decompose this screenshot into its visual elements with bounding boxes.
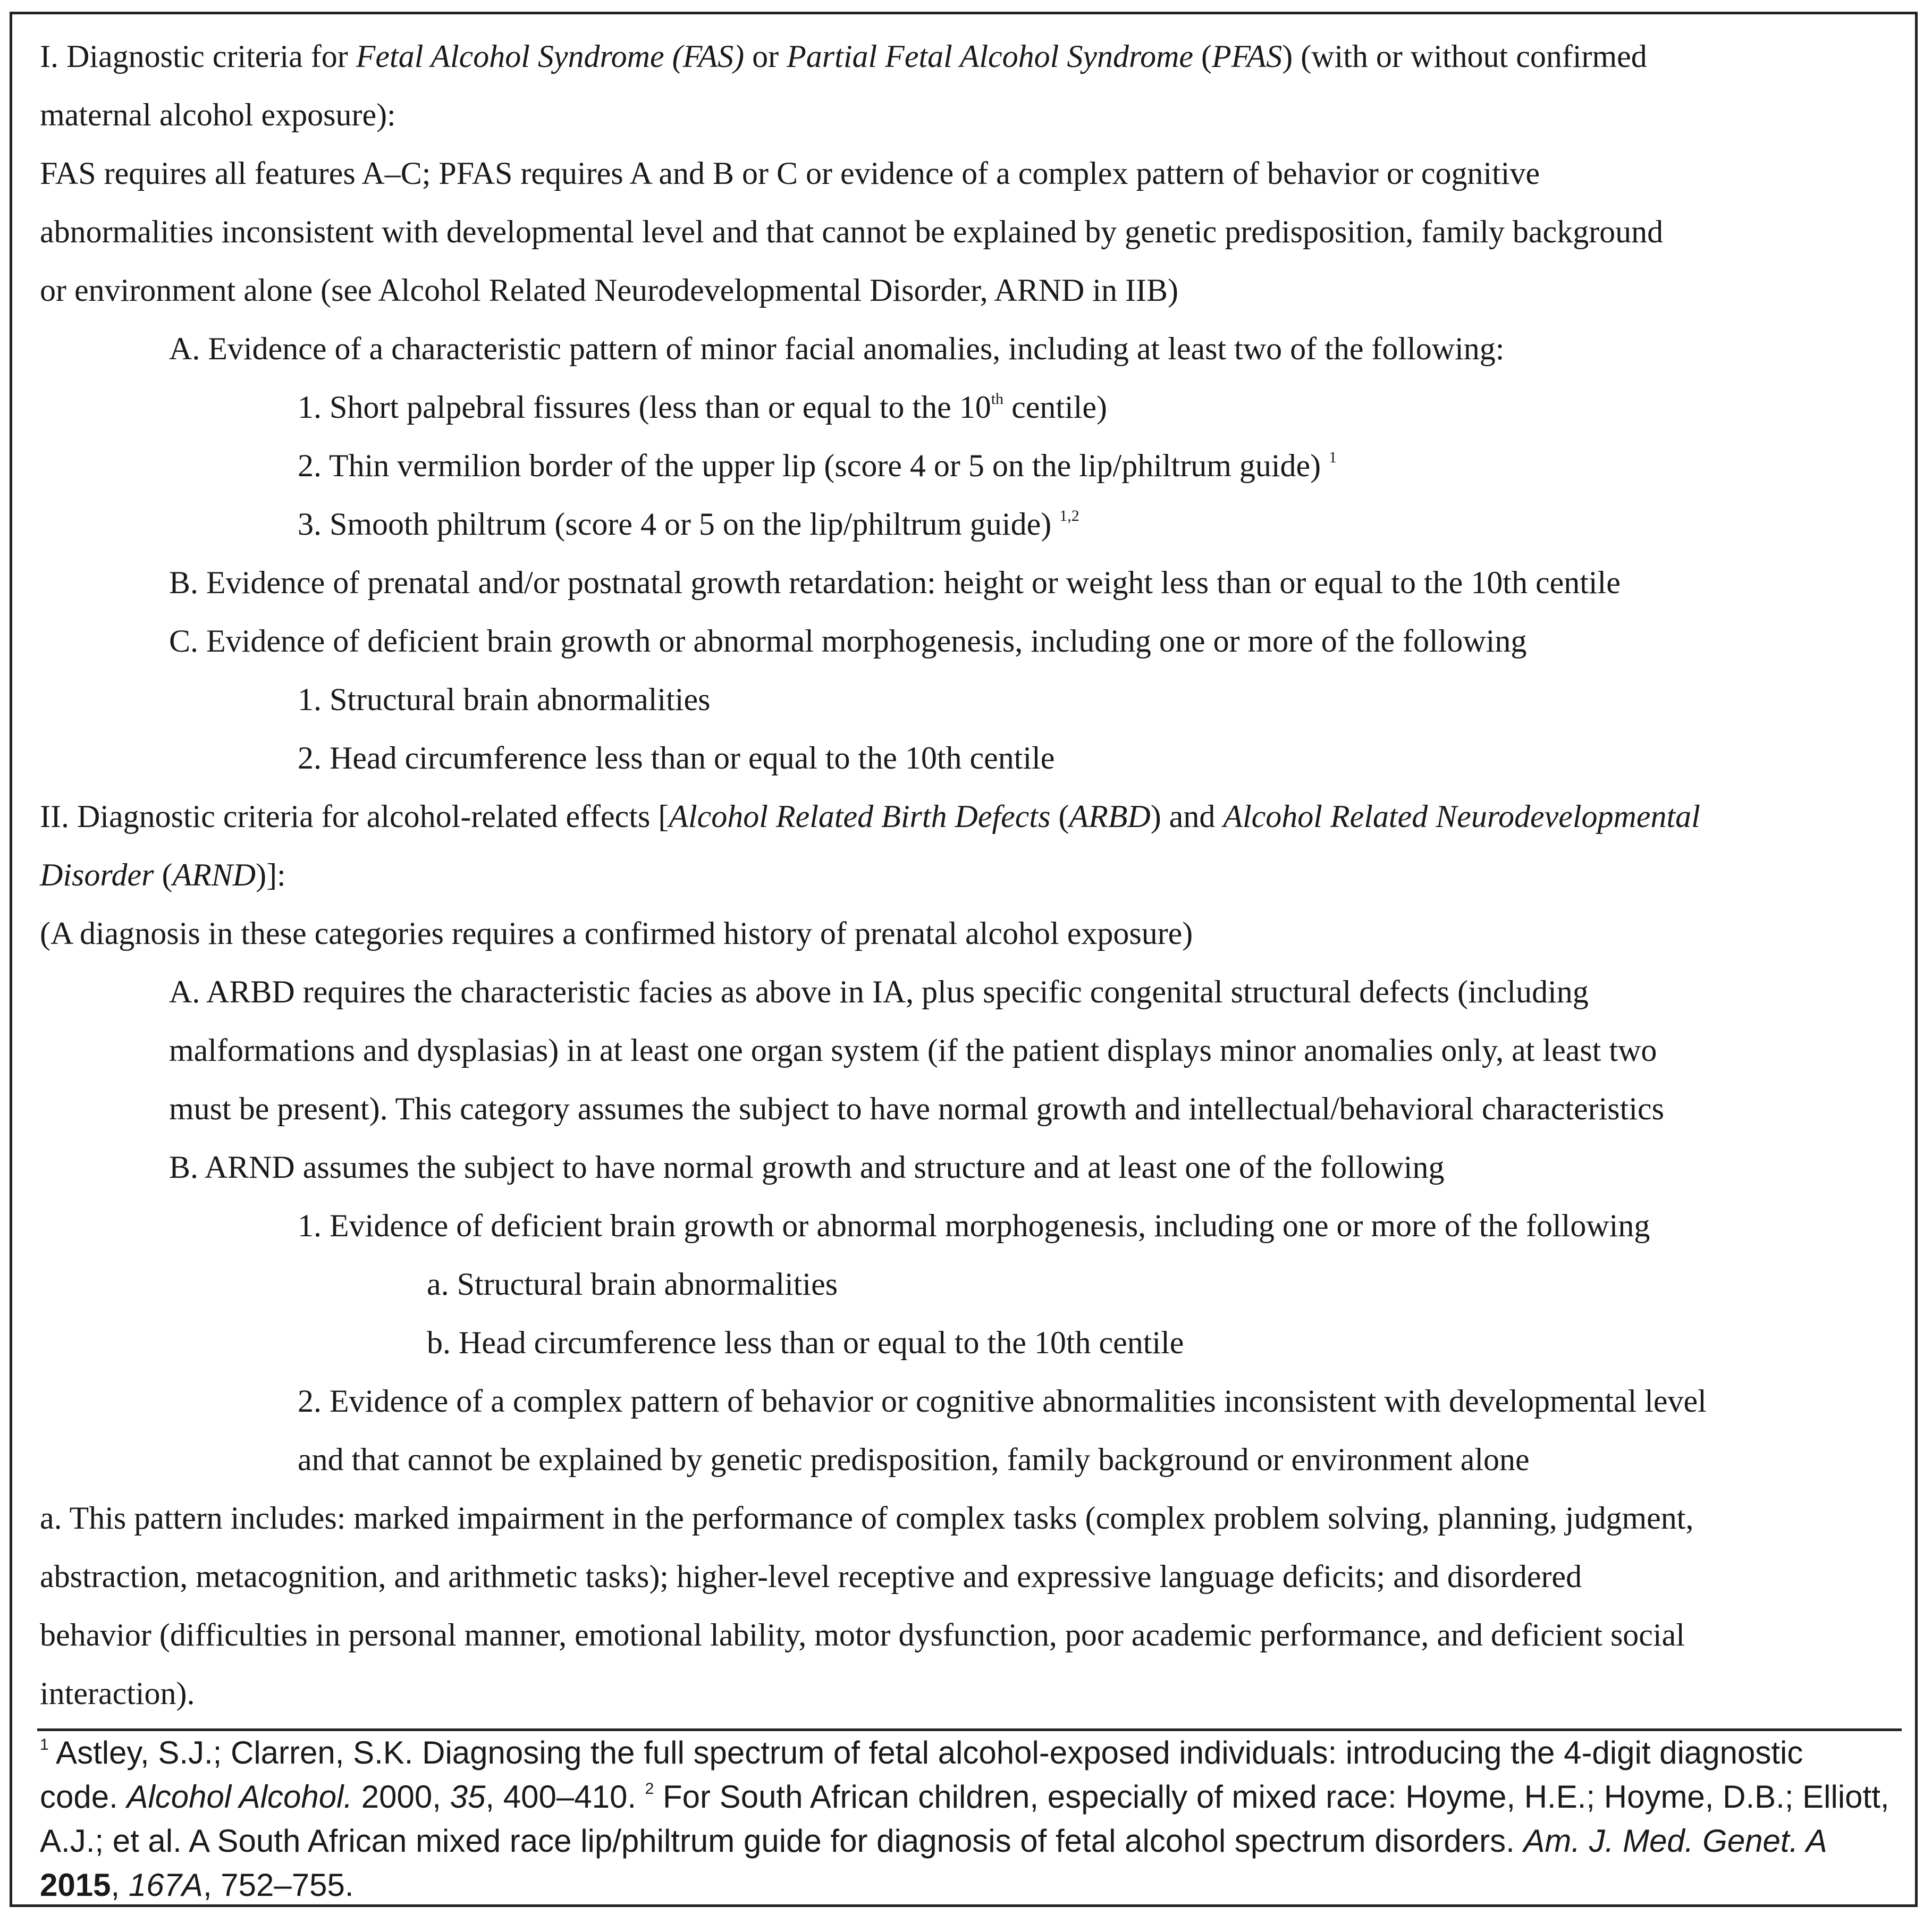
criteria-line: I. Diagnostic criteria for Fetal Alcohol Syndrome (FAS) or Partial Fetal Alcohol Syndrome (PFAS) (with or without confirmed [40, 39, 1647, 74]
criteria-line: abnormalities inconsistent with developmental level and that cannot be explained by genetic predisposition, family background [40, 214, 1664, 249]
criteria-line: must be present). This category assumes the subject to have normal growth and intellectual/behavioral characteristics [169, 1091, 1664, 1126]
criteria-line: interaction). [40, 1676, 195, 1711]
footnote-line: A.J.; et al. A South African mixed race lip/philtrum guide for diagnosis of fetal alcohol spectrum disorders. Am. J. Med. Genet. A [40, 1823, 1827, 1859]
criteria-line: b. Head circumference less than or equal to the 10th centile [427, 1325, 1184, 1360]
criteria-line: FAS requires all features A–C; PFAS requires A and B or C or evidence of a complex pattern of behavior or cognitive [40, 156, 1540, 191]
criteria-line: a. This pattern includes: marked impairment in the performance of complex tasks (complex problem solving, planning, judgment, [40, 1500, 1694, 1536]
criteria-line: Disorder (ARND)]: [40, 857, 286, 892]
criteria-line: and that cannot be explained by genetic predisposition, family background or environment alone [298, 1442, 1530, 1477]
footnote-line: 2015, 167A, 752–755. [40, 1867, 354, 1903]
criteria-line: B. Evidence of prenatal and/or postnatal growth retardation: height or weight less than or equal to the 10th centile [169, 565, 1621, 600]
criteria-line: 1. Evidence of deficient brain growth or abnormal morphogenesis, including one or more of the following [298, 1208, 1650, 1243]
criteria-line: or environment alone (see Alcohol Related Neurodevelopmental Disorder, ARND in IIB) [40, 273, 1179, 308]
criteria-line: 1. Structural brain abnormalities [298, 682, 711, 717]
criteria-line: malformations and dysplasias) in at least one organ system (if the patient displays minor anomalies only, at least two [169, 1033, 1657, 1068]
footnote-line: code. Alcohol Alcohol. 2000, 35, 400–410. $^2$ For South African children, especially of mixed race: Hoyme, H.E.; Hoyme, D.B.; Elliott, [40, 1779, 1889, 1815]
criteria-line: 1. Short palpebral fissures (less than or equal to the 10th centile) [298, 390, 1107, 425]
criteria-line: 2. Evidence of a complex pattern of behavior or cognitive abnormalities inconsistent with developmental level [298, 1384, 1707, 1419]
criteria-line: a. Structural brain abnormalities [427, 1267, 838, 1302]
criteria-line: A. ARBD requires the characteristic facies as above in IA, plus specific congenital structural defects (including [169, 974, 1589, 1009]
criteria-line: abstraction, metacognition, and arithmetic tasks); higher-level receptive and expressive language deficits; and disordered [40, 1559, 1582, 1594]
criteria-line: maternal alcohol exposure): [40, 97, 396, 132]
criteria-line: 2. Thin vermilion border of the upper lip (score 4 or 5 on the lip/philtrum guide) $^1$ [298, 448, 1337, 483]
criteria-line: 3. Smooth philtrum (score 4 or 5 on the lip/philtrum guide) $^{1,2}$ [298, 507, 1079, 542]
criteria-line: II. Diagnostic criteria for alcohol-related effects [Alcohol Related Birth Defects (ARBD) and Alcohol Related Neurodevelopmental [40, 799, 1700, 834]
criteria-line: (A diagnosis in these categories requires a confirmed history of prenatal alcohol exposure) [40, 916, 1193, 951]
criteria-line: A. Evidence of a characteristic pattern of minor facial anomalies, including at least two of the following: [169, 331, 1505, 366]
criteria-line: B. ARND assumes the subject to have normal growth and structure and at least one of the following [169, 1150, 1445, 1185]
criteria-line: behavior (difficulties in personal manner, emotional lability, motor dysfunction, poor academic performance, and deficient social [40, 1617, 1685, 1652]
criteria-line: C. Evidence of deficient brain growth or abnormal morphogenesis, including one or more of the following [169, 623, 1527, 659]
footnote-line: $^1$ Astley, S.J.; Clarren, S.K. Diagnosing the full spectrum of fetal alcohol-exposed individuals: introducing the 4-digit diagnostic [40, 1735, 1803, 1770]
footnote-divider [37, 1728, 1902, 1731]
criteria-line: 2. Head circumference less than or equal to the 10th centile [298, 740, 1055, 775]
